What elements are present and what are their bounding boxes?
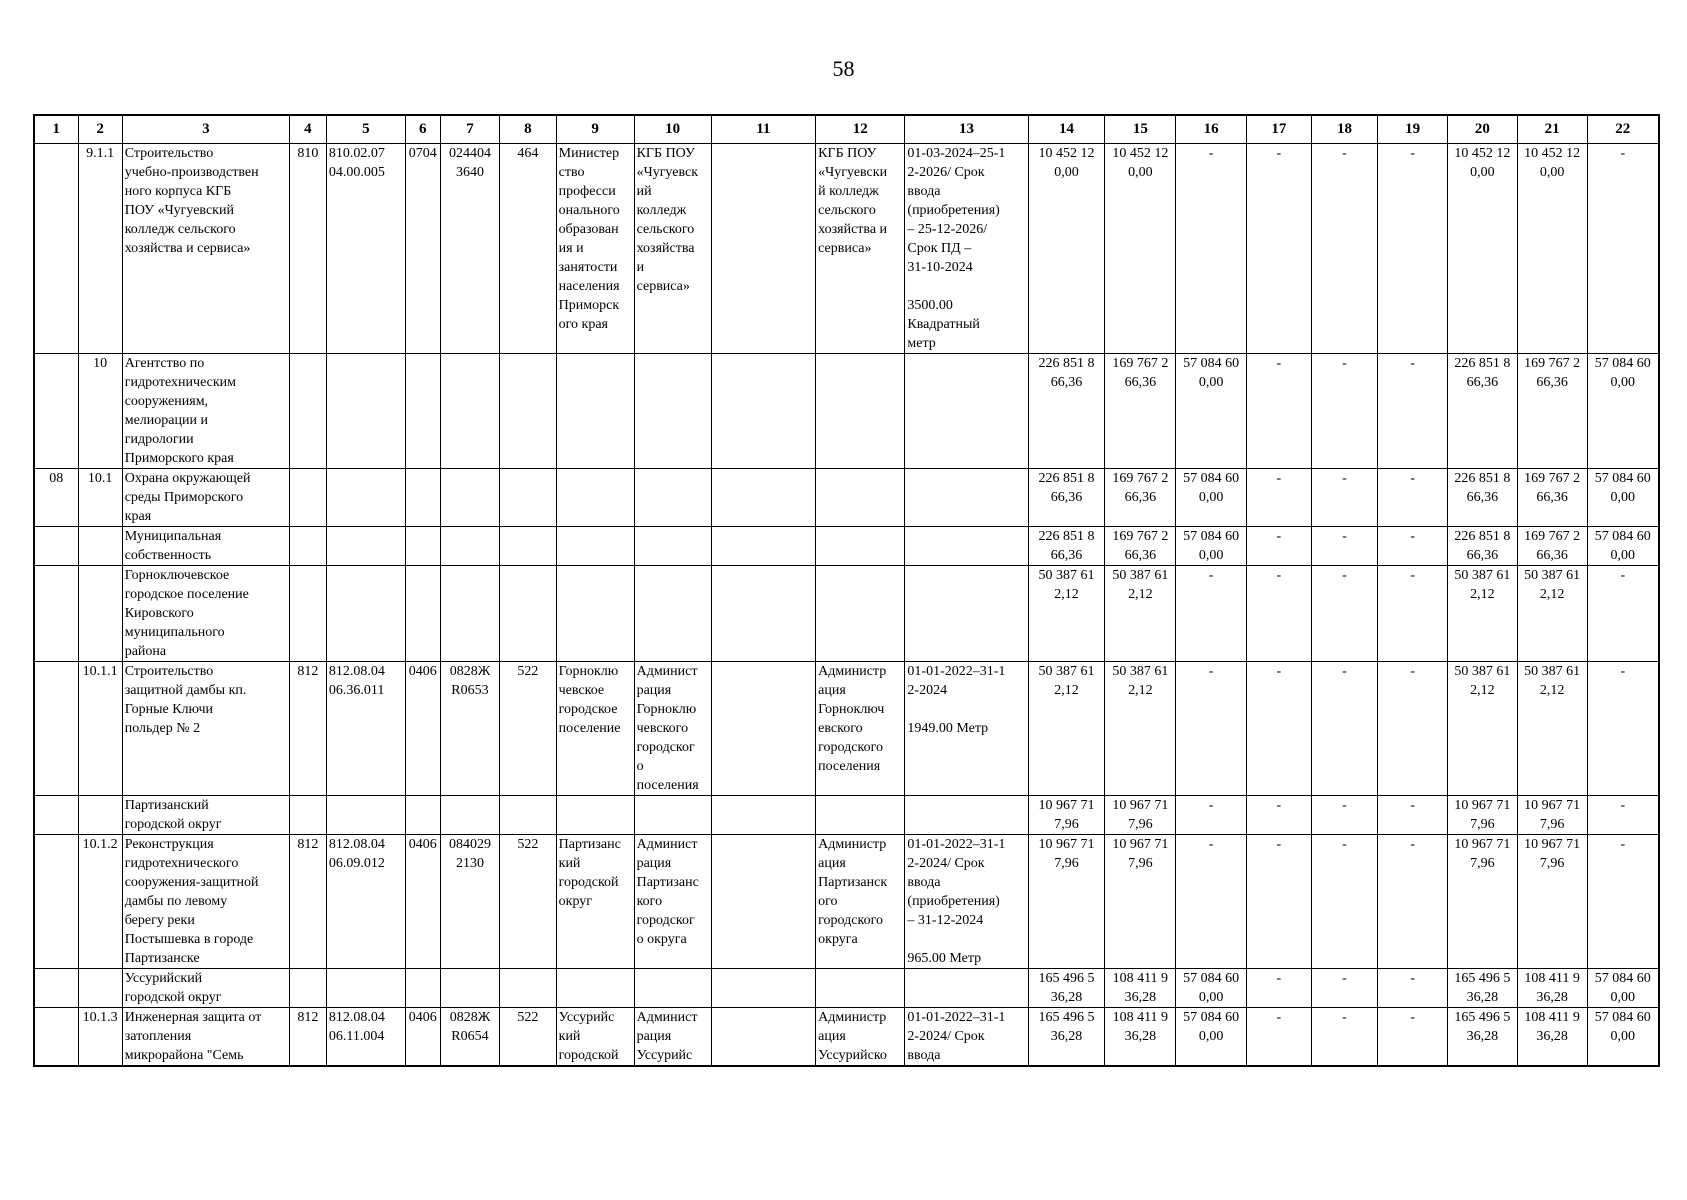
table-cell-col-6 (405, 527, 440, 566)
table-cell-col-21: 10 967 71 7,96 (1517, 835, 1587, 969)
table-cell-col-5: 810.02.07 04.00.005 (326, 144, 405, 354)
table-cell-col-14: 165 496 5 36,28 (1028, 969, 1105, 1008)
table-cell-col-8 (500, 354, 556, 469)
table-cell-col-7 (440, 969, 500, 1008)
table-cell-col-14: 50 387 61 2,12 (1028, 566, 1105, 662)
table-cell-col-7: 0828Ж R0654 (440, 1008, 500, 1067)
table-cell-col-14: 50 387 61 2,12 (1028, 662, 1105, 796)
table-cell-col-16: - (1176, 835, 1247, 969)
table-cell-col-7 (440, 796, 500, 835)
table-cell-col-5: 812.08.04 06.36.011 (326, 662, 405, 796)
table-cell-col-6: 0704 (405, 144, 440, 354)
table-cell-col-11 (711, 1008, 816, 1067)
table-cell-col-17: - (1247, 144, 1312, 354)
table-cell-col-10: Админист рация Партизанс кого городског о округа (634, 835, 711, 969)
table-cell-col-16: 57 084 60 0,00 (1176, 1008, 1247, 1067)
table-cell-col-20: 50 387 61 2,12 (1448, 662, 1518, 796)
table-cell-col-2 (78, 566, 122, 662)
table-cell-col-18: - (1311, 354, 1378, 469)
table-cell-col-9 (556, 969, 634, 1008)
table-cell-col-18: - (1311, 527, 1378, 566)
table-cell-col-12: Администр ация Уссурийско (816, 1008, 905, 1067)
table-cell-col-13 (905, 354, 1028, 469)
column-header: 22 (1587, 115, 1659, 144)
table-cell-col-7 (440, 469, 500, 527)
table-cell-col-21: 169 767 2 66,36 (1517, 527, 1587, 566)
table-cell-col-15: 10 967 71 7,96 (1105, 835, 1176, 969)
table-cell-col-8: 522 (500, 662, 556, 796)
table-cell-col-12 (816, 469, 905, 527)
table-cell-col-1 (34, 662, 78, 796)
table-cell-col-10: Админист рация Горноклю чевского городског о поселения (634, 662, 711, 796)
column-header: 2 (78, 115, 122, 144)
table-cell-col-4: 812 (289, 662, 326, 796)
table-cell-col-5 (326, 796, 405, 835)
table-cell-col-15: 108 411 9 36,28 (1105, 969, 1176, 1008)
table-cell-col-9: Партизанс кий городской округ (556, 835, 634, 969)
table-cell-col-3: Инженерная защита от затопления микрорайона "Семь (122, 1008, 289, 1067)
table-cell-col-20: 10 967 71 7,96 (1448, 835, 1518, 969)
table-cell-col-13 (905, 527, 1028, 566)
table-cell-col-1 (34, 354, 78, 469)
table-cell-col-20: 10 967 71 7,96 (1448, 796, 1518, 835)
column-header: 14 (1028, 115, 1105, 144)
table-cell-col-21: 50 387 61 2,12 (1517, 662, 1587, 796)
table-cell-col-17: - (1247, 354, 1312, 469)
table-cell-col-3: Партизанский городской округ (122, 796, 289, 835)
table-cell-col-21: 10 452 12 0,00 (1517, 144, 1587, 354)
table-cell-col-10 (634, 796, 711, 835)
table-cell-col-22: 57 084 60 0,00 (1587, 527, 1659, 566)
table-cell-col-13 (905, 969, 1028, 1008)
column-header: 3 (122, 115, 289, 144)
table-cell-col-15: 50 387 61 2,12 (1105, 566, 1176, 662)
table-cell-col-2: 10.1 (78, 469, 122, 527)
table-cell-col-17: - (1247, 527, 1312, 566)
table-cell-col-22: - (1587, 144, 1659, 354)
table-cell-col-8 (500, 527, 556, 566)
column-header: 17 (1247, 115, 1312, 144)
table-cell-col-15: 10 967 71 7,96 (1105, 796, 1176, 835)
table-cell-col-3: Горноключевское городское поселение Кировского муниципального района (122, 566, 289, 662)
table-cell-col-2: 10 (78, 354, 122, 469)
table-cell-col-12 (816, 354, 905, 469)
table-cell-col-13: 01-03-2024–25-1 2-2026/ Срок ввода (приобретения) – 25-12-2026/ Срок ПД – 31-10-2024 3500.00 Квадратный метр (905, 144, 1028, 354)
table-cell-col-12: Администр ация Партизанск ого городского округа (816, 835, 905, 969)
table-cell-col-20: 165 496 5 36,28 (1448, 969, 1518, 1008)
table-cell-col-17: - (1247, 662, 1312, 796)
table-cell-col-11 (711, 566, 816, 662)
table-cell-col-1 (34, 796, 78, 835)
table-cell-col-15: 169 767 2 66,36 (1105, 469, 1176, 527)
table-cell-col-18: - (1311, 566, 1378, 662)
table-cell-col-17: - (1247, 566, 1312, 662)
table-cell-col-3: Реконструкция гидротехнического сооружения-защитной дамбы по левому берегу реки Постышевка в городе Партизанске (122, 835, 289, 969)
table-cell-col-17: - (1247, 835, 1312, 969)
table-cell-col-10 (634, 469, 711, 527)
table-cell-col-22: 57 084 60 0,00 (1587, 1008, 1659, 1067)
table-cell-col-19: - (1378, 662, 1448, 796)
table-cell-col-12 (816, 566, 905, 662)
table-row (34, 662, 1659, 796)
table-cell-col-9: Горноклю чевское городское поселение (556, 662, 634, 796)
table-cell-col-1 (34, 144, 78, 354)
table-cell-col-11 (711, 969, 816, 1008)
table-cell-col-5: 812.08.04 06.09.012 (326, 835, 405, 969)
table-cell-col-4 (289, 796, 326, 835)
table-cell-col-19: - (1378, 354, 1448, 469)
table-cell-col-11 (711, 354, 816, 469)
column-header: 12 (816, 115, 905, 144)
table-cell-col-19: - (1378, 969, 1448, 1008)
table-cell-col-3: Агентство по гидротехническим сооружениям, мелиорации и гидрологии Приморского края (122, 354, 289, 469)
table-cell-col-5 (326, 969, 405, 1008)
table-row (34, 1008, 1659, 1067)
column-header: 16 (1176, 115, 1247, 144)
table-cell-col-2 (78, 796, 122, 835)
table-cell-col-20: 226 851 8 66,36 (1448, 527, 1518, 566)
table-cell-col-22: - (1587, 662, 1659, 796)
table-cell-col-4 (289, 354, 326, 469)
table-cell-col-21: 108 411 9 36,28 (1517, 1008, 1587, 1067)
column-header: 5 (326, 115, 405, 144)
table-cell-col-17: - (1247, 796, 1312, 835)
table-cell-col-18: - (1311, 662, 1378, 796)
table-cell-col-2: 10.1.1 (78, 662, 122, 796)
table-cell-col-8 (500, 566, 556, 662)
table-cell-col-17: - (1247, 469, 1312, 527)
table-cell-col-4: 812 (289, 1008, 326, 1067)
table-cell-col-21: 50 387 61 2,12 (1517, 566, 1587, 662)
table-cell-col-16: 57 084 60 0,00 (1176, 469, 1247, 527)
table-cell-col-20: 50 387 61 2,12 (1448, 566, 1518, 662)
table-cell-col-11 (711, 662, 816, 796)
table-cell-col-12: Администр ация Горноключ евского городского поселения (816, 662, 905, 796)
table-cell-col-2 (78, 527, 122, 566)
table-cell-col-7: 084029 2130 (440, 835, 500, 969)
table-cell-col-19: - (1378, 796, 1448, 835)
column-header: 21 (1517, 115, 1587, 144)
table-cell-col-22: - (1587, 835, 1659, 969)
table-cell-col-10 (634, 527, 711, 566)
table-cell-col-6: 0406 (405, 1008, 440, 1067)
column-header: 1 (34, 115, 78, 144)
column-header: 18 (1311, 115, 1378, 144)
column-header: 19 (1378, 115, 1448, 144)
column-header: 13 (905, 115, 1028, 144)
table-cell-col-19: - (1378, 469, 1448, 527)
column-header: 9 (556, 115, 634, 144)
table-cell-col-11 (711, 796, 816, 835)
table-cell-col-2: 9.1.1 (78, 144, 122, 354)
table-cell-col-3: Охрана окружающей среды Приморского края (122, 469, 289, 527)
table-cell-col-22: 57 084 60 0,00 (1587, 469, 1659, 527)
table-cell-col-14: 165 496 5 36,28 (1028, 1008, 1105, 1067)
table-cell-col-19: - (1378, 144, 1448, 354)
table-cell-col-2: 10.1.2 (78, 835, 122, 969)
table-cell-col-22: 57 084 60 0,00 (1587, 969, 1659, 1008)
table-cell-col-19: - (1378, 835, 1448, 969)
table-cell-col-6 (405, 469, 440, 527)
table-cell-col-18: - (1311, 969, 1378, 1008)
table-cell-col-3: Муниципальная собственность (122, 527, 289, 566)
table-cell-col-15: 108 411 9 36,28 (1105, 1008, 1176, 1067)
column-header: 15 (1105, 115, 1176, 144)
table-cell-col-14: 226 851 8 66,36 (1028, 354, 1105, 469)
table-cell-col-2: 10.1.3 (78, 1008, 122, 1067)
table-cell-col-18: - (1311, 469, 1378, 527)
table-cell-col-14: 10 967 71 7,96 (1028, 835, 1105, 969)
table-cell-col-16: - (1176, 662, 1247, 796)
table-cell-col-9: Министер ство професси онального образован ия и занятости населения Приморск ого края (556, 144, 634, 354)
table-cell-col-6 (405, 354, 440, 469)
table-cell-col-12 (816, 796, 905, 835)
table-cell-col-17: - (1247, 969, 1312, 1008)
table-cell-col-16: 57 084 60 0,00 (1176, 969, 1247, 1008)
table-cell-col-16: 57 084 60 0,00 (1176, 354, 1247, 469)
table-cell-col-14: 10 452 12 0,00 (1028, 144, 1105, 354)
table-cell-col-22: - (1587, 566, 1659, 662)
table-cell-col-22: - (1587, 796, 1659, 835)
table-cell-col-4: 810 (289, 144, 326, 354)
table-cell-col-10: КГБ ПОУ «Чугуевск ий колледж сельского хозяйства и сервиса» (634, 144, 711, 354)
table-row (34, 527, 1659, 566)
table-cell-col-13: 01-01-2022–31-1 2-2024/ Срок ввода (приобретения) – 31-12-2024 965.00 Метр (905, 835, 1028, 969)
table-cell-col-8: 522 (500, 1008, 556, 1067)
table-cell-col-20: 226 851 8 66,36 (1448, 354, 1518, 469)
table-cell-col-18: - (1311, 1008, 1378, 1067)
table-cell-col-20: 226 851 8 66,36 (1448, 469, 1518, 527)
table-cell-col-3: Строительство учебно-производствен ного корпуса КГБ ПОУ «Чугуевский колледж сельского хозяйства и сервиса» (122, 144, 289, 354)
table-cell-col-15: 169 767 2 66,36 (1105, 527, 1176, 566)
table-cell-col-10 (634, 354, 711, 469)
table-cell-col-18: - (1311, 796, 1378, 835)
header-row (34, 115, 1659, 144)
table-row (34, 796, 1659, 835)
table-cell-col-12: КГБ ПОУ «Чугуевски й колледж сельского хозяйства и сервиса» (816, 144, 905, 354)
table-cell-col-8 (500, 969, 556, 1008)
table-cell-col-21: 169 767 2 66,36 (1517, 469, 1587, 527)
column-header: 6 (405, 115, 440, 144)
table-cell-col-9 (556, 796, 634, 835)
table-cell-col-7: 0828Ж R0653 (440, 662, 500, 796)
table-cell-col-16: - (1176, 566, 1247, 662)
table-row (34, 835, 1659, 969)
table-cell-col-5 (326, 566, 405, 662)
table-row (34, 354, 1659, 469)
column-header: 20 (1448, 115, 1518, 144)
table-cell-col-21: 10 967 71 7,96 (1517, 796, 1587, 835)
table-cell-col-9 (556, 566, 634, 662)
table-cell-col-3: Строительство защитной дамбы кп. Горные Ключи польдер № 2 (122, 662, 289, 796)
table-cell-col-13: 01-01-2022–31-1 2-2024/ Срок ввода (905, 1008, 1028, 1067)
budget-table (33, 114, 1660, 1067)
table-cell-col-14: 226 851 8 66,36 (1028, 527, 1105, 566)
table-cell-col-10: Админист рация Уссурийс (634, 1008, 711, 1067)
table-cell-col-11 (711, 144, 816, 354)
table-cell-col-1 (34, 527, 78, 566)
table-cell-col-1 (34, 566, 78, 662)
table-cell-col-6: 0406 (405, 662, 440, 796)
column-header: 10 (634, 115, 711, 144)
table-cell-col-11 (711, 835, 816, 969)
table-cell-col-8: 464 (500, 144, 556, 354)
table-cell-col-19: - (1378, 1008, 1448, 1067)
table-cell-col-11 (711, 469, 816, 527)
table-cell-col-19: - (1378, 527, 1448, 566)
table-cell-col-1: 08 (34, 469, 78, 527)
table-cell-col-1 (34, 969, 78, 1008)
table-cell-col-2 (78, 969, 122, 1008)
table-cell-col-19: - (1378, 566, 1448, 662)
table-cell-col-6 (405, 566, 440, 662)
table-cell-col-4 (289, 469, 326, 527)
table-cell-col-6 (405, 969, 440, 1008)
table-cell-col-9 (556, 469, 634, 527)
table-cell-col-7: 024404 3640 (440, 144, 500, 354)
table-cell-col-1 (34, 835, 78, 969)
table-cell-col-16: - (1176, 796, 1247, 835)
table-cell-col-9: Уссурийс кий городской (556, 1008, 634, 1067)
table-cell-col-12 (816, 969, 905, 1008)
table-row (34, 144, 1659, 354)
table-cell-col-12 (816, 527, 905, 566)
table-cell-col-6 (405, 796, 440, 835)
table-cell-col-20: 165 496 5 36,28 (1448, 1008, 1518, 1067)
table-cell-col-18: - (1311, 144, 1378, 354)
table-cell-col-8 (500, 469, 556, 527)
table-cell-col-16: - (1176, 144, 1247, 354)
table-row (34, 469, 1659, 527)
table-cell-col-5 (326, 527, 405, 566)
table-cell-col-4 (289, 969, 326, 1008)
table-cell-col-9 (556, 527, 634, 566)
table-cell-col-20: 10 452 12 0,00 (1448, 144, 1518, 354)
table-cell-col-14: 10 967 71 7,96 (1028, 796, 1105, 835)
table-cell-col-5 (326, 354, 405, 469)
table-cell-col-9 (556, 354, 634, 469)
column-header: 4 (289, 115, 326, 144)
table-cell-col-10 (634, 566, 711, 662)
table-cell-col-11 (711, 527, 816, 566)
table-cell-col-5: 812.08.04 06.11.004 (326, 1008, 405, 1067)
table-cell-col-6: 0406 (405, 835, 440, 969)
table-cell-col-15: 10 452 12 0,00 (1105, 144, 1176, 354)
column-header: 8 (500, 115, 556, 144)
table-row (34, 566, 1659, 662)
table-cell-col-8 (500, 796, 556, 835)
page-number: 58 (832, 56, 855, 81)
table-cell-col-13 (905, 469, 1028, 527)
table-cell-col-1 (34, 1008, 78, 1067)
table-cell-col-15: 50 387 61 2,12 (1105, 662, 1176, 796)
table-cell-col-16: 57 084 60 0,00 (1176, 527, 1247, 566)
table-cell-col-4: 812 (289, 835, 326, 969)
table-cell-col-4 (289, 566, 326, 662)
column-header: 7 (440, 115, 500, 144)
table-cell-col-14: 226 851 8 66,36 (1028, 469, 1105, 527)
table-cell-col-18: - (1311, 835, 1378, 969)
table-cell-col-15: 169 767 2 66,36 (1105, 354, 1176, 469)
table-cell-col-7 (440, 354, 500, 469)
table-cell-col-4 (289, 527, 326, 566)
table-cell-col-22: 57 084 60 0,00 (1587, 354, 1659, 469)
column-header: 11 (711, 115, 816, 144)
table-cell-col-17: - (1247, 1008, 1312, 1067)
table-cell-col-21: 108 411 9 36,28 (1517, 969, 1587, 1008)
table-cell-col-10 (634, 969, 711, 1008)
table-cell-col-13 (905, 796, 1028, 835)
table-row (34, 969, 1659, 1008)
table-cell-col-8: 522 (500, 835, 556, 969)
table-cell-col-13 (905, 566, 1028, 662)
table-cell-col-7 (440, 527, 500, 566)
table-cell-col-7 (440, 566, 500, 662)
table-cell-col-21: 169 767 2 66,36 (1517, 354, 1587, 469)
table-cell-col-13: 01-01-2022–31-1 2-2024 1949.00 Метр (905, 662, 1028, 796)
table-cell-col-3: Уссурийский городской округ (122, 969, 289, 1008)
table-cell-col-5 (326, 469, 405, 527)
